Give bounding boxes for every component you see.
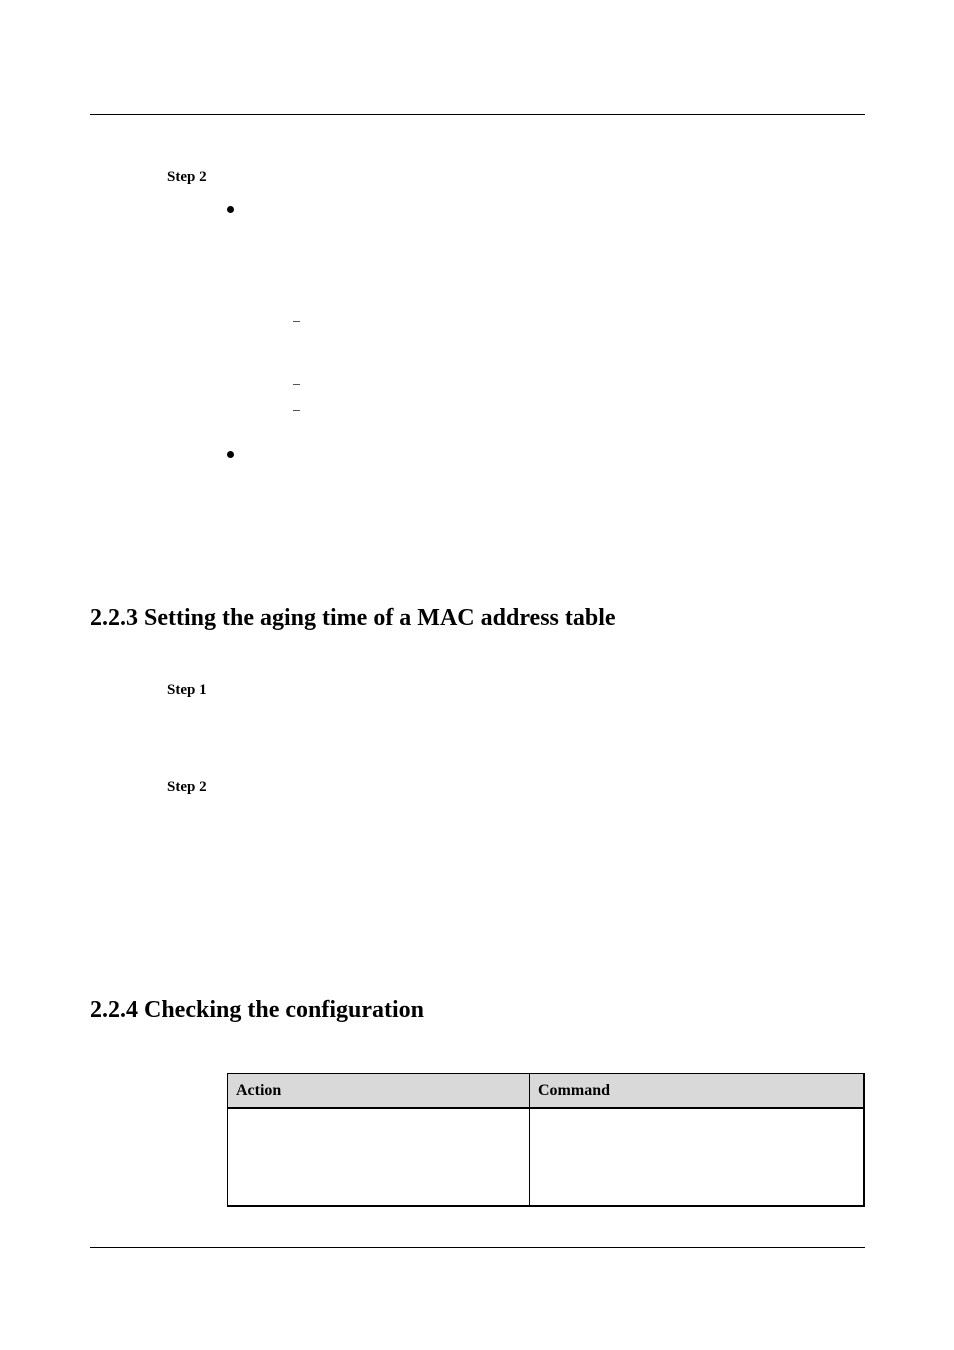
bullet-point bbox=[227, 206, 234, 213]
footer-rule bbox=[90, 1247, 865, 1248]
bullet-point bbox=[227, 451, 234, 458]
section-heading-2-2-3: 2.2.3 Setting the aging time of a MAC address table bbox=[90, 605, 616, 631]
config-check-table bbox=[227, 1073, 865, 1207]
step-label: Step 1 bbox=[167, 682, 207, 698]
dash-marker bbox=[293, 384, 300, 385]
step-label: Step 2 bbox=[167, 169, 207, 185]
step-label: Step 2 bbox=[167, 779, 207, 795]
section-heading-2-2-4: 2.2.4 Checking the configuration bbox=[90, 997, 425, 1023]
table-cell-command bbox=[530, 1108, 865, 1206]
table-header-row bbox=[228, 1074, 865, 1109]
column-header-action: Action bbox=[228, 1074, 530, 1109]
dash-marker bbox=[293, 321, 300, 322]
table-cell-action bbox=[228, 1108, 530, 1206]
header-rule bbox=[90, 114, 865, 115]
column-header-command: Command bbox=[530, 1074, 865, 1109]
table-row bbox=[228, 1108, 865, 1206]
dash-marker bbox=[293, 410, 300, 411]
